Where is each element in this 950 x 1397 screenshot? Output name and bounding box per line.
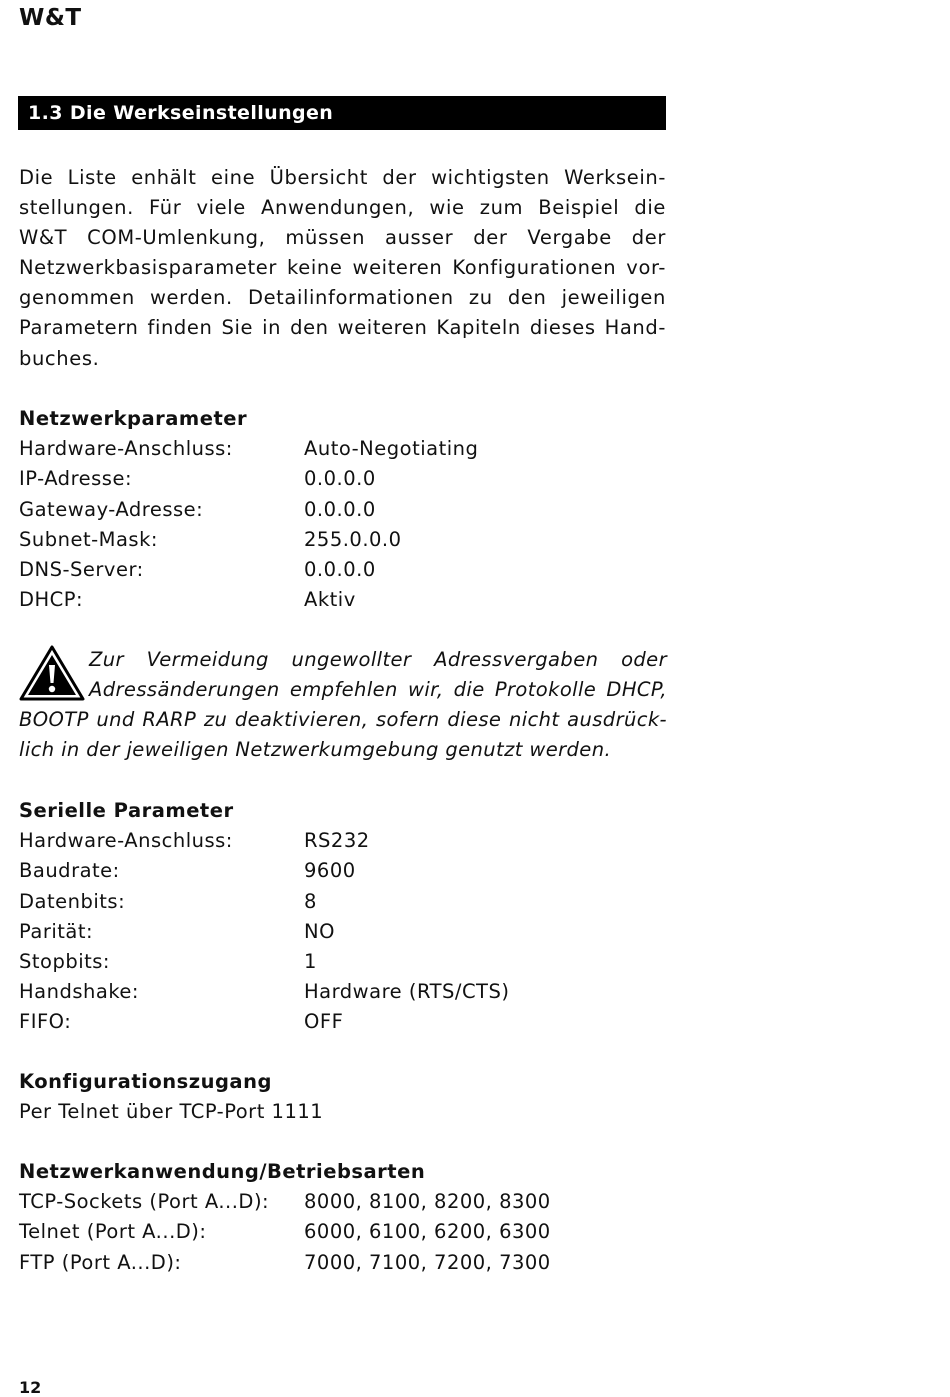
intro-line: stellungen. Für viele Anwendungen, wie zum Beispiel die <box>19 196 666 220</box>
param-row <box>19 887 666 917</box>
param-row <box>19 1248 666 1278</box>
param-key: FIFO: <box>19 1010 72 1034</box>
intro-line: Parametern finden Sie in den weiteren Kapiteln dieses Hand- <box>19 316 666 340</box>
param-row <box>19 826 666 856</box>
warning-line: lich in der jeweiligen Netzwerkumgebung genutzt werden. <box>19 738 612 762</box>
network-parameters <box>19 404 666 615</box>
config-heading: Konfigurationszugang <box>19 1070 272 1093</box>
param-value: 1 <box>304 949 317 973</box>
param-key: TCP-Sockets (Port A...D): <box>19 1190 270 1214</box>
param-row <box>19 917 666 947</box>
param-key: Handshake: <box>19 980 139 1004</box>
network-heading: Netzwerkparameter <box>19 407 248 430</box>
serial-heading: Serielle Parameter <box>19 799 234 822</box>
config-text: Per Telnet über TCP-Port 1111 <box>19 1100 324 1124</box>
section-title: 1.3 Die Werkseinstellungen <box>18 96 666 130</box>
param-key: Subnet-Mask: <box>19 527 158 551</box>
param-row <box>19 1187 666 1217</box>
param-row <box>19 434 666 464</box>
param-value: 8000, 8100, 8200, 8300 <box>304 1190 551 1214</box>
param-row <box>19 856 666 886</box>
param-key: FTP (Port A...D): <box>19 1250 182 1274</box>
network-modes <box>19 1157 666 1278</box>
warning-line: Zur Vermeidung ungewollter Adressvergaben oder <box>89 648 667 671</box>
param-key: Hardware-Anschluss: <box>19 829 233 853</box>
param-key: Parität: <box>19 919 94 943</box>
param-row <box>19 555 666 585</box>
warning-triangle-icon <box>19 645 85 701</box>
modes-heading: Netzwerkanwendung/Betriebsarten <box>19 1160 426 1183</box>
param-key: Baudrate: <box>19 859 120 883</box>
param-value: 9600 <box>304 859 356 883</box>
param-value: 6000, 6100, 6200, 6300 <box>304 1220 551 1244</box>
intro-line: genommen werden. Detailinformationen zu den jeweiligen <box>19 286 666 310</box>
intro-line: Netzwerkbasisparameter keine weiteren Konfigurationen vor- <box>19 256 666 280</box>
config-access <box>19 1067 666 1127</box>
param-row <box>19 464 666 494</box>
param-key: Datenbits: <box>19 889 126 913</box>
warning-line: Adressänderungen empfehlen wir, die Protokolle DHCP, <box>89 678 667 702</box>
param-row <box>19 1007 666 1037</box>
param-value: Hardware (RTS/CTS) <box>304 980 510 1004</box>
param-row <box>19 495 666 525</box>
param-key: IP-Adresse: <box>19 467 133 491</box>
param-value: Auto-Negotiating <box>304 437 479 461</box>
param-value: OFF <box>304 1010 344 1034</box>
warning-line: BOOTP und RARP zu deaktivieren, sofern diese nicht ausdrück- <box>19 708 667 732</box>
serial-parameters <box>19 796 666 1038</box>
param-row <box>19 585 666 615</box>
brand-logo-text: W&T <box>19 5 82 31</box>
param-key: Stopbits: <box>19 949 111 973</box>
param-key: Gateway-Adresse: <box>19 497 204 521</box>
intro-line: Die Liste enhält eine Übersicht der wichtigsten Werksein- <box>19 166 666 189</box>
param-row <box>19 977 666 1007</box>
warning-note <box>19 645 667 765</box>
param-value: 0.0.0.0 <box>304 467 376 491</box>
param-value: Aktiv <box>304 588 356 612</box>
param-value: 255.0.0.0 <box>304 527 402 551</box>
param-value: RS232 <box>304 829 370 853</box>
page-number: 12 <box>19 1378 42 1397</box>
param-key: Telnet (Port A...D): <box>19 1220 207 1244</box>
intro-line: W&T COM-Umlenkung, müssen ausser der Vergabe der <box>19 226 666 250</box>
intro-line: buches. <box>19 346 100 370</box>
param-row <box>19 947 666 977</box>
param-value: 8 <box>304 889 317 913</box>
param-key: DNS-Server: <box>19 557 144 581</box>
param-value: NO <box>304 919 335 943</box>
param-row <box>19 525 666 555</box>
param-value: 0.0.0.0 <box>304 557 376 581</box>
param-value: 0.0.0.0 <box>304 497 376 521</box>
param-value: 7000, 7100, 7200, 7300 <box>304 1250 551 1274</box>
intro-paragraph <box>19 163 666 374</box>
param-key: DHCP: <box>19 588 84 612</box>
param-row <box>19 1217 666 1247</box>
param-key: Hardware-Anschluss: <box>19 437 233 461</box>
